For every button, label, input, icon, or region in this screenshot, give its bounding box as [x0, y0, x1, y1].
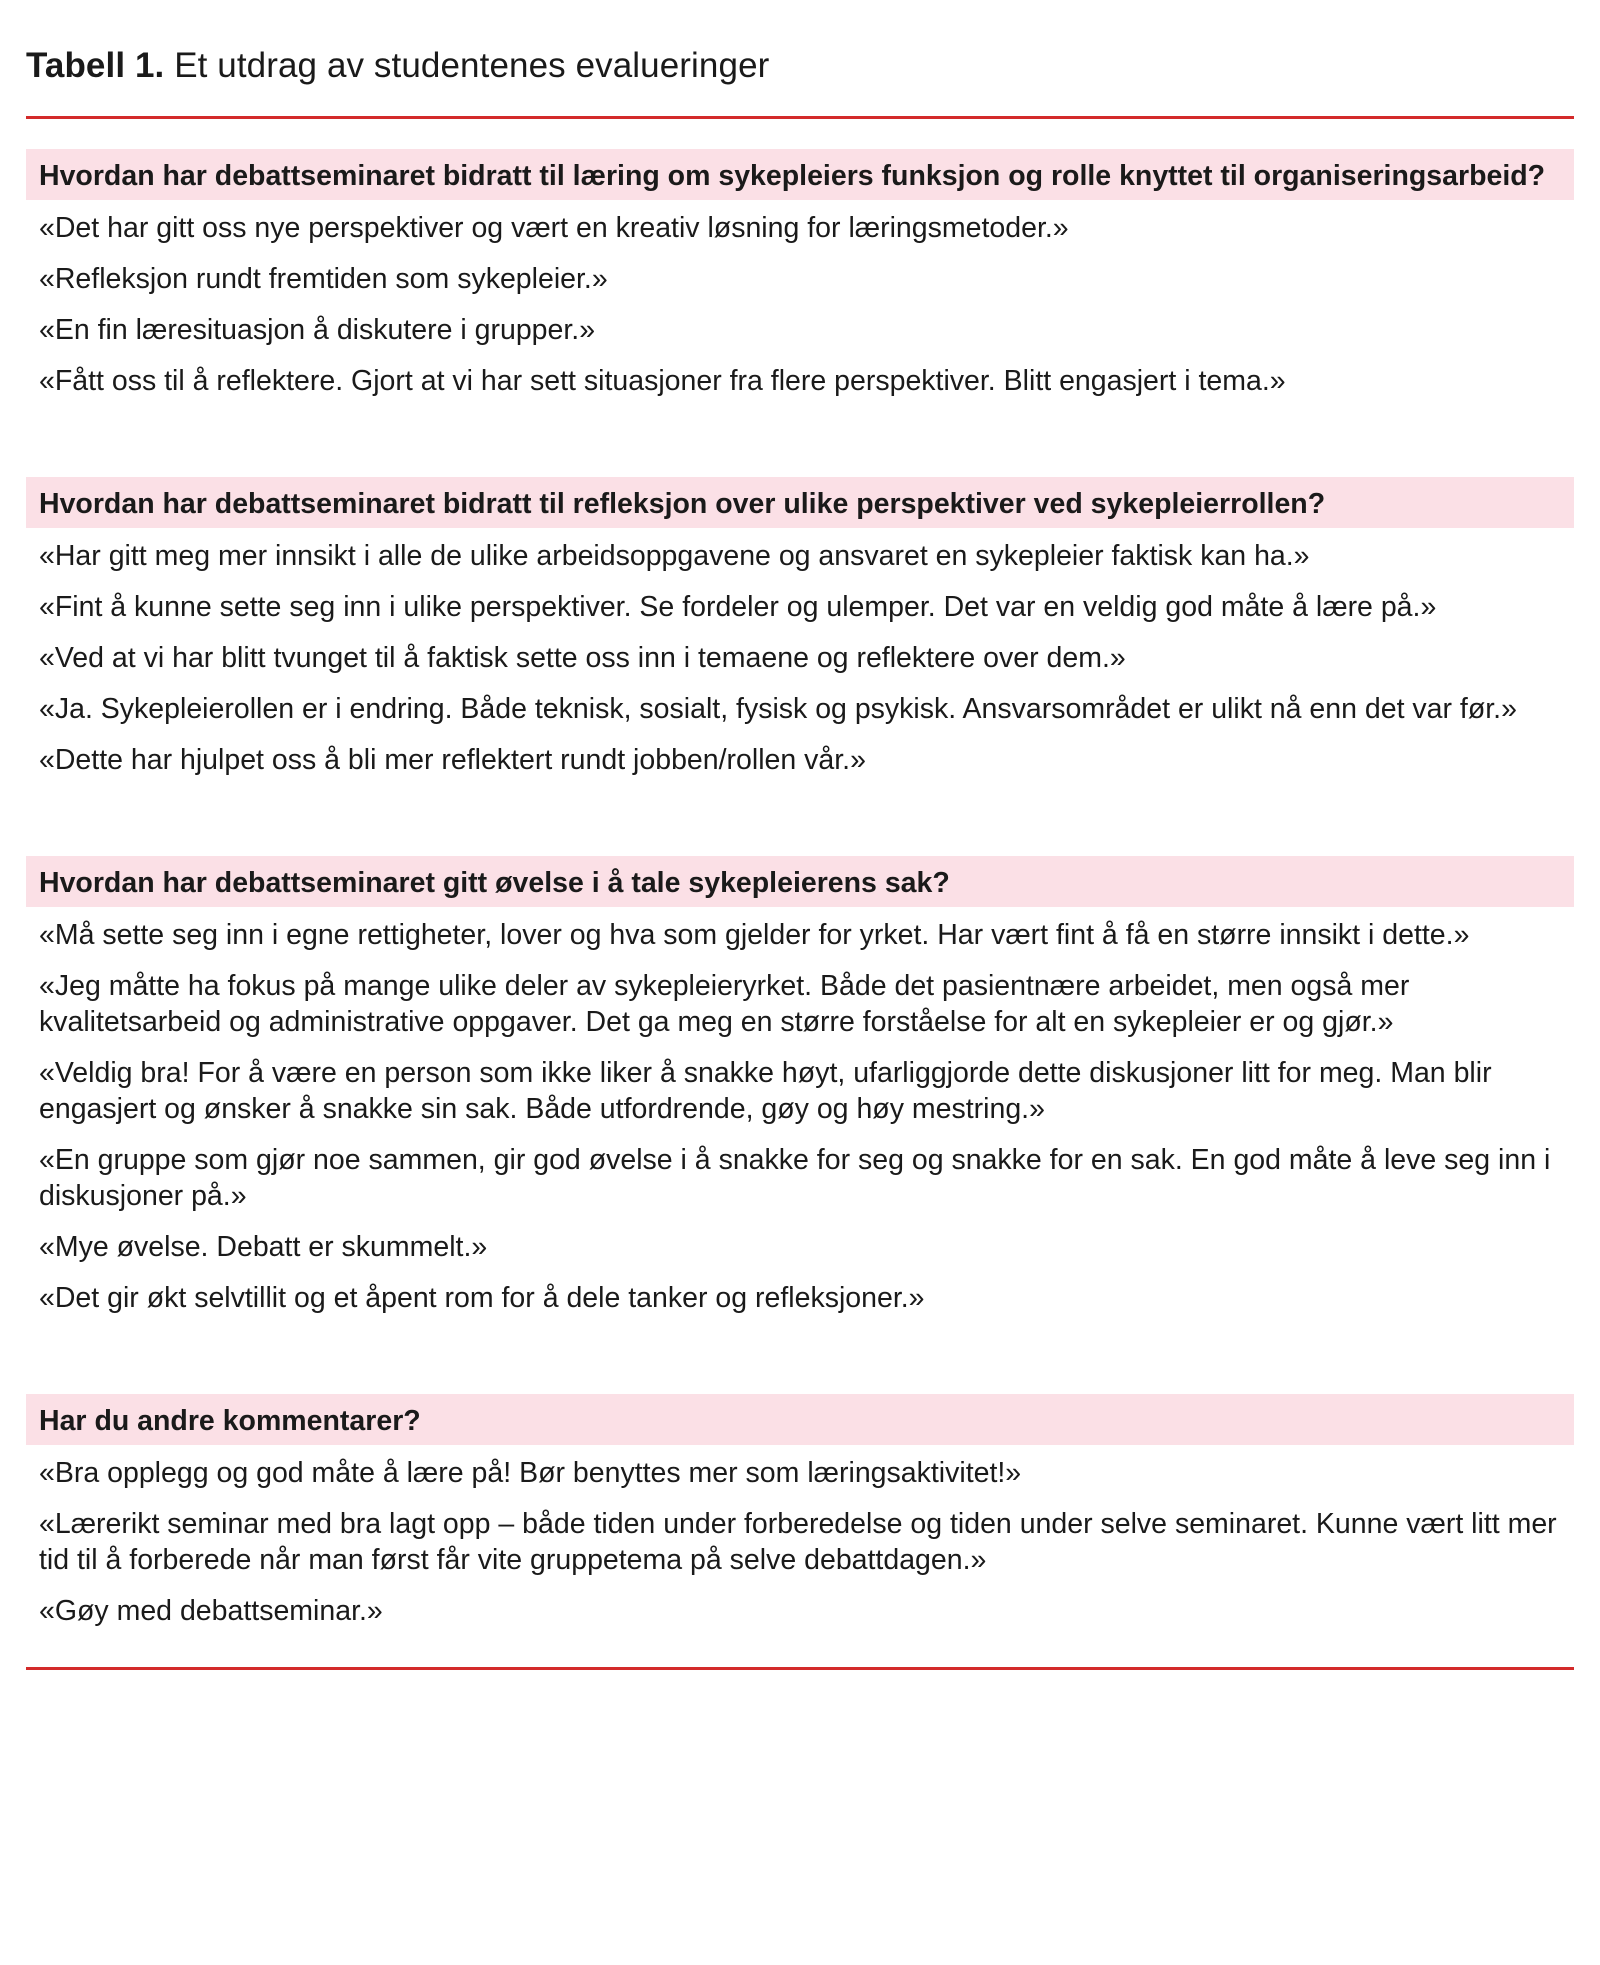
answer-quote: «Ja. Sykepleierollen er i endring. Både teknisk, sosialt, fysisk og psykisk. Ansvarsområdet er ulikt nå enn det var før.» — [39, 693, 1517, 725]
answer-list — [26, 210, 1574, 399]
question-heading: Har du andre kommentarer? — [26, 1394, 1574, 1445]
question-heading: Hvordan har debattseminaret gitt øvelse i å tale sykepleierens sak? — [26, 856, 1574, 907]
answer-quote: «Veldig bra! For å være en person som ikke liker å snakke høyt, ufarliggjorde dette diskusjoner litt for meg. Man blir engasjert og ønsker å snakke sin sak. Både utfordrende, gøy og høy mestring.» — [39, 1057, 1492, 1125]
table-label: Tabell 1. — [26, 46, 165, 85]
answer-list — [26, 1455, 1574, 1629]
section-spacer — [26, 778, 1574, 826]
bottom-rule — [26, 1667, 1574, 1670]
answer-quote: «En fin læresituasjon å diskutere i grupper.» — [39, 314, 596, 346]
answer-quote: «En gruppe som gjør noe sammen, gir god øvelse i å snakke for seg og snakke for en sak. En god måte å leve seg inn i diskusjoner på.» — [39, 1144, 1551, 1212]
answer-quote: «Ved at vi har blitt tvunget til å faktisk sette oss inn i temaene og reflektere over dem.» — [39, 642, 1126, 674]
answer-quote: «Det gir økt selvtillit og et åpent rom for å dele tanker og refleksjoner.» — [39, 1282, 925, 1314]
answer-quote: «Må sette seg inn i egne rettigheter, lover og hva som gjelder for yrket. Har vært fint å få en større innsikt i dette.» — [39, 919, 1470, 951]
answer-quote: «Refleksjon rundt fremtiden som sykepleier.» — [39, 263, 608, 295]
table-page — [26, 0, 1574, 1670]
top-rule — [26, 116, 1574, 119]
answer-list — [26, 917, 1574, 1316]
answer-quote: «Dette har hjulpet oss å bli mer reflektert rundt jobben/rollen vår.» — [39, 744, 866, 776]
answer-quote: «Lærerikt seminar med bra lagt opp – både tiden under forberedelse og tiden under selve seminaret. Kunne vært litt mer tid til å forberede når man først får vite gruppetema på selve debattdagen.» — [39, 1508, 1557, 1576]
question-heading: Hvordan har debattseminaret bidratt til læring om sykepleiers funksjon og rolle knyttet til organiseringsarbeid? — [26, 149, 1574, 200]
table-title — [26, 0, 1574, 96]
section-spacer — [26, 1316, 1574, 1364]
answer-list — [26, 538, 1574, 778]
answer-quote: «Fint å kunne sette seg inn i ulike perspektiver. Se fordeler og ulemper. Det var en veldig god måte å lære på.» — [39, 591, 1437, 623]
section-spacer — [26, 399, 1574, 447]
answer-quote: «Det har gitt oss nye perspektiver og vært en kreativ løsning for læringsmetoder.» — [39, 212, 1069, 244]
answer-quote: «Mye øvelse. Debatt er skummelt.» — [39, 1231, 488, 1263]
answer-quote: «Fått oss til å reflektere. Gjort at vi har sett situasjoner fra flere perspektiver. Blitt engasjert i tema.» — [39, 365, 1286, 397]
answer-quote: «Jeg måtte ha fokus på mange ulike deler av sykepleieryrket. Både det pasientnære arbeidet, men også mer kvalitetsarbeid og administrative oppgaver. Det ga meg en større forståelse for alt en sykepleier er og gjør.» — [39, 970, 1410, 1038]
section-kommentarer — [26, 1394, 1574, 1629]
answer-quote: «Bra opplegg og god måte å lære på! Bør benyttes mer som læringsaktivitet!» — [39, 1457, 1022, 1489]
table-caption: Et utdrag av studentenes evalueringer — [174, 46, 770, 85]
answer-quote: «Har gitt meg mer innsikt i alle de ulike arbeidsoppgavene og ansvaret en sykepleier faktisk kan ha.» — [39, 540, 1310, 572]
answer-quote: «Gøy med debattseminar.» — [39, 1595, 383, 1627]
question-heading: Hvordan har debattseminaret bidratt til refleksjon over ulike perspektiver ved sykepleierrollen? — [26, 477, 1574, 528]
section-ovelse — [26, 856, 1574, 1316]
section-refleksjon — [26, 477, 1574, 778]
section-organisering — [26, 149, 1574, 399]
